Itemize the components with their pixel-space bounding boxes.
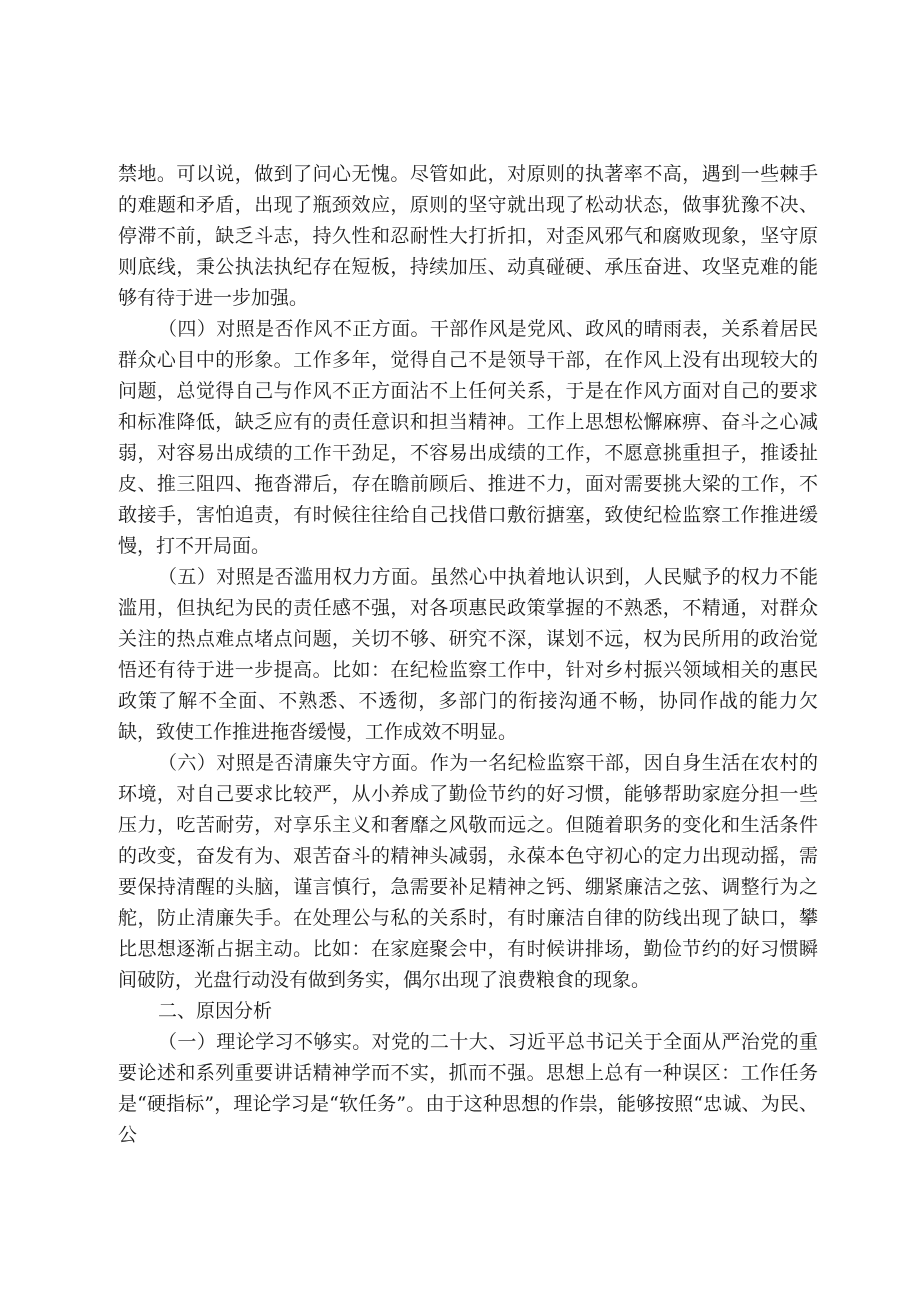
section-heading-cause-analysis: 二、原因分析 [158, 1000, 273, 1022]
paragraph-section-6: （六）对照是否清廉失守方面。作为一名纪检监察干部，因自身生活在农村的环境，对自己要求比较严，从小养成了勤俭节约的好习惯，能够帮助家庭分担一些压力，吃苦耐劳，对享乐主义和奢靡之风敬而远之。但随着职务的变化和生活条件的改变，奋发有为、艰苦奋斗的精神头减弱，永葆本色守初心的定力出现动摇，需要保持清醒的头脑，谨言慎行，急需要补足精神之钙、绷紧廉洁之弦、调整行为之舵，防止清廉失手。在处理公与私的关系时，有时廉洁自律的防线出现了缺口，攀比思想逐渐占据主动。比如：在家庭聚会中，有时候讲排场，勤俭节约的好习惯瞬间破防，光盘行动没有做到务实，偶尔出现了浪费粮食的现象。 [118, 752, 818, 991]
document-body [118, 159, 818, 1151]
paragraph-section-5: （五）对照是否滥用权力方面。虽然心中执着地认识到，人民赋予的权力不能滥用，但执纪为民的责任感不强，对各项惠民政策掌握的不熟悉，不精通，对群众关注的热点难点堵点问题，关切不够、研究不深，谋划不远，权为民所用的政治觉悟还有待于进一步提高。比如：在纪检监察工作中，针对乡村振兴领域相关的惠民政策了解不全面、不熟悉、不透彻，多部门的衔接沟通不畅，协同作战的能力欠缺，致使工作推进拖沓缓慢，工作成效不明显。 [118, 566, 818, 743]
paragraph-continuation: 禁地。可以说，做到了问心无愧。尽管如此，对原则的执著率不高，遇到一些棘手的难题和矛盾，出现了瓶颈效应，原则的坚守就出现了松动状态，做事犹豫不决、停滞不前，缺乏斗志，持久性和忍耐性大打折扣，对歪风邪气和腐败现象，坚守原则底线，秉公执法执纪存在短板，持续加压、动真碰硬、承压奋进、攻坚克难的能够有待于进一步加强。 [118, 163, 818, 309]
paragraph-section-4: （四）对照是否作风不正方面。干部作风是党风、政风的晴雨表，关系着居民群众心目中的形象。工作多年，觉得自己不是领导干部，在作风上没有出现较大的问题，总觉得自己与作风不正方面沾不上任何关系，于是在作风方面对自己的要求和标准降低，缺乏应有的责任意识和担当精神。工作上思想松懈麻痹、奋斗之心减弱，对容易出成绩的工作干劲足，不容易出成绩的工作，不愿意挑重担子，推诿扯皮、推三阻四、拖沓滞后，存在瞻前顾后、推进不力，面对需要挑大梁的工作，不敢接手，害怕追责，有时候往往给自己找借口敷衍搪塞，致使纪检监察工作推进缓慢，打不开局面。 [118, 318, 818, 557]
paragraph-cause-1: （一）理论学习不够实。对党的二十大、习近平总书记关于全面从严治党的重要论述和系列重要讲话精神学而不实，抓而不强。思想上总有一种误区：工作任务是“硬指标”，理论学习是“软任务”。由于这种思想的作祟，能够按照“忠诚、为民、公 [118, 1031, 818, 1146]
